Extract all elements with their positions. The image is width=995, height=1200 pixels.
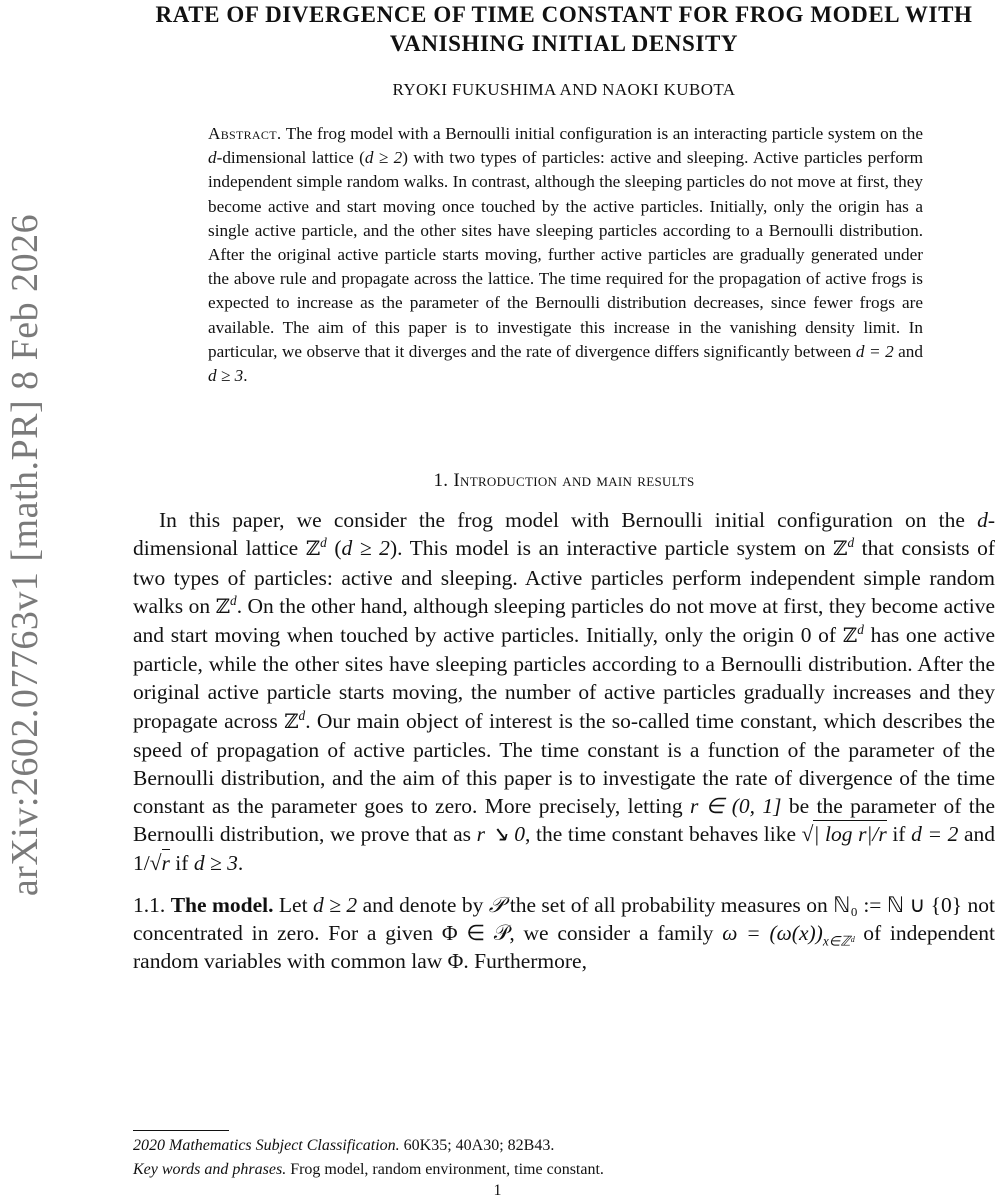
abstract: Abstract. The frog model with a Bernoulli initial configuration is an interacting particle system on the d-dimensional lattice (d ≥ 2) with two types of particles: active and sleeping. Active particles perform independent simple random walks. In contrast, although the sleeping particles do not move at first, they become active and start moving once touched by the active particles. Initially, only the origin has a single active particle, and the other sites have sleeping particles according to a Bernoulli distribution. After the original active particle starts moving, further active particles are gradually generated under the above rule and propagate across the lattice. The time required for the propagation of active frogs is expected to increase as the parameter of the Bernoulli distribution decreases, since fewer frogs are available. The aim of this paper is to investigate this increase in the vanishing density limit. In particular, we observe that it diverges and the rate of divergence differs significantly between d = 2 and d ≥ 3. bbox=[208, 124, 924, 386]
footnote-rule bbox=[133, 1130, 229, 1131]
msc-footnote: 2020 Mathematics Subject Classification. 60K35; 40A30; 82B43. bbox=[133, 1137, 555, 1154]
footnotes bbox=[133, 1134, 995, 1182]
subsection-number: 1.1. bbox=[133, 892, 166, 917]
sqrt-log-expression: √| log r|/r bbox=[801, 822, 887, 847]
subsection-model: 1.1. The model. Let d ≥ 2 and denote by 𝒫 the set of all probability measures on ℕ₀ := ℕ ∪ {0} not concentrated in zero. For a given Φ ∈ 𝒫, we consider a family $\omega = (\omega(x))_{x\in ℤᵈ}$ of independent random variables with common law Φ. Furthermore, bbox=[133, 892, 995, 974]
page-number: 1 bbox=[493, 1182, 502, 1199]
section-heading: 1. Introduction and main results bbox=[433, 470, 695, 492]
paper-title: RATE OF DIVERGENCE OF TIME CONSTANT FOR FROG MODEL WITH VANISHING INITIAL DENSITY bbox=[155, 2, 973, 56]
arxiv-identifier-stamp bbox=[0, 190, 50, 920]
intro-paragraph: In this paper, we consider the frog model with Bernoulli initial configuration on the d-dimensional lattice ℤ$^d$ (d ≥ 2). This model is an interactive particle system on ℤ$^d$ that consists of two types of particles: active and sleeping. Active particles perform independent simple random walks on ℤ$^d$. On the other hand, although sleeping particles do not move at first, they become active and start moving when touched by active particles. Initially, only the origin 0 of ℤ$^d$ has one active particle, while the other sites have sleeping particles according to a Bernoulli distribution. After the original active particle starts moving, the number of active particles gradually increases and they propagate across ℤ$^d$. Our main object of interest is the so-called time constant, which describes the speed of propagation of active particles. The time constant is a function of the parameter of the Bernoulli distribution, and the aim of this paper is to investigate the rate of divergence of the time constant as the parameter goes to zero. More precisely, letting r ∈ (0, 1] be the parameter of the Bernoulli distribution, we prove that as r ↘ 0, the time constant behaves like √| log r|/r if d = 2 and 1/√r if d ≥ 3. bbox=[133, 508, 995, 875]
paper-authors: RYOKI FUKUSHIMA AND NAOKI KUBOTA bbox=[392, 80, 736, 99]
abstract-heading: Abstract. bbox=[208, 124, 282, 143]
paper-page bbox=[133, 0, 995, 975]
inverse-sqrt-expression: 1/√r bbox=[133, 850, 170, 875]
subsection-title: The model. bbox=[170, 892, 274, 917]
arxiv-id-text: arXiv:2602.07763v1 [math.PR] 8 Feb 2026 bbox=[4, 213, 47, 897]
keywords-footnote: Key words and phrases. Frog model, random environment, time constant. bbox=[133, 1161, 604, 1178]
